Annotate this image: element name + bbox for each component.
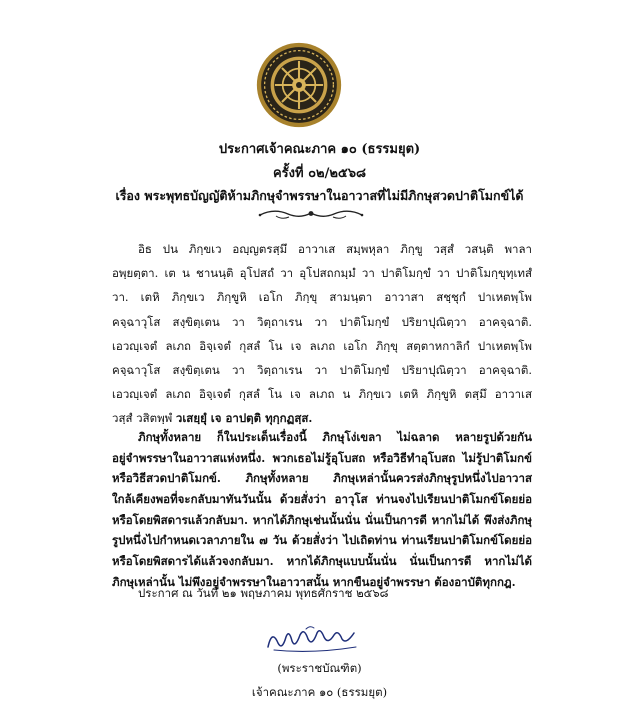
pali-line: อิธ ปน ภิกฺขเว อญฺญตรสฺมึ อาวาเส สมฺพหุลา ภิกฺขู วสฺสํ วสนฺติ พาลา bbox=[138, 242, 532, 256]
thai-line: รูปหนึ่งไปกำหนดเวลาภายใน ๗ วัน ด้วยสั่งว่า ไปเถิดท่าน ท่านเรียนปาติโมกข์โดยย่อ bbox=[112, 533, 532, 548]
announcement-date: ประกาศ ณ วันที่ ๒๑ พฤษภาคม พุทธศักราช ๒๕๖๘ bbox=[138, 586, 389, 600]
thai-line: หรือวิธีสวดปาติโมกข์. ภิกษุทั้งหลาย ภิกษุเหล่านั้นควรส่งภิกษุรูปหนึ่งไปอาวาส bbox=[112, 471, 532, 486]
pali-line-normal: วสฺสํ วสิตพฺพํ bbox=[112, 411, 176, 426]
ornament-divider-icon bbox=[256, 206, 366, 222]
pali-text-paragraph bbox=[112, 237, 532, 431]
dharma-wheel-seal-icon bbox=[256, 42, 342, 128]
thai-line: หรือโดยพิสดารแล้วกลับมา. หากได้ภิกษุเช่นนั้นนั่น นั่นเป็นการดี หากไม่ได้ พึงส่งภิกษุ bbox=[112, 512, 532, 527]
thai-line: ภิกษุทั้งหลาย ก็ในประเด็นเรื่องนี้ ภิกษุโง่เขลา ไม่ฉลาด หลายรูปด้วยกัน bbox=[138, 430, 532, 444]
thai-line: อยู่จำพรรษาในอาวาสแห่งหนึ่ง. พวกเธอไม่รู้อุโบสถ หรือวิธีทำอุโบสถ ไม่รู้ปาติโมกข์ bbox=[112, 450, 532, 465]
thai-translation-paragraph bbox=[112, 427, 532, 593]
thai-line: ใกล้เคียงพอที่จะกลับมาทันวันนั้น ด้วยสั่งว่า อาวุโส ท่านจงไปเรียนปาติโมกข์โดยย่อ bbox=[112, 492, 532, 507]
signature-icon bbox=[262, 623, 362, 655]
thai-line: ภิกษุเหล่านั้น ไม่พึงอยู่จำพรรษาในอาวาสนั้น หากขืนอยู่จำพรรษา ต้องอาบัติทุกกฎ. bbox=[112, 574, 516, 589]
pali-line: เอวญฺเจตํ ลเภถ อิจฺเจตํ กุสลํ โน เจ ลเภถ น ภิกฺขเว เตหิ ภิกฺขูหิ ตสฺมึ อาวาเส bbox=[112, 387, 532, 402]
pali-line: วา. เตหิ ภิกฺขเว ภิกฺขูหิ เอโก ภิกฺขุ สามนฺตา อาวาสา สชฺชุกํ ปาเหตพฺโพ bbox=[112, 290, 532, 305]
thai-line: หรือโดยพิสดารได้แล้วจงกลับมา. หากได้ภิกษุแบบนั้นนั่น นั่นเป็นการดี หากไม่ได้ bbox=[112, 554, 532, 569]
announcement-subject: เรื่อง พระพุทธบัญญัติห้ามภิกษุจำพรรษาในอาวาสที่ไม่มีภิกษุสวดปาติโมกข์ได้ bbox=[115, 188, 524, 203]
pali-line: อพฺยตฺตา. เต น ชานนฺติ อุโปสถํ วา อุโปสถกมฺมํ วา ปาติโมกฺขํ วา ปาติโมกฺขุทฺเทสํ bbox=[112, 266, 532, 281]
pali-line-emphasis: วเสยฺยุํ เจ อาปตฺติ ทุกฺกฏสฺส. bbox=[175, 411, 313, 426]
pali-line: เอวญฺเจตํ ลเภถ อิจฺเจตํ กุสลํ โน เจ ลเภถ เอโก ภิกฺขุ สตฺตาหกาลิกํ ปาเหตพฺโพ bbox=[112, 338, 532, 353]
announcement-number: ครั้งที่ ๐๒/๒๕๖๘ bbox=[272, 166, 367, 181]
signer-name: (พระราชบัณฑิต) bbox=[277, 661, 362, 675]
signer-position: เจ้าคณะภาค ๑๐ (ธรรมยุต) bbox=[251, 685, 388, 699]
announcement-title: ประกาศเจ้าคณะภาค ๑๐ (ธรรมยุต) bbox=[218, 142, 421, 157]
pali-line: คจฺฉาวุโส สงฺขิตฺเตน วา วิตฺถาเรน วา ปาติโมกฺขํ ปริยาปุณิตฺวา อาคจฺฉาติ. bbox=[112, 362, 532, 377]
pali-line: คจฺฉาวุโส สงฺขิตฺเตน วา วิตฺถาเรน วา ปาติโมกฺขํ ปริยาปุณิตฺวา อาคจฺฉาติ. bbox=[112, 314, 532, 329]
